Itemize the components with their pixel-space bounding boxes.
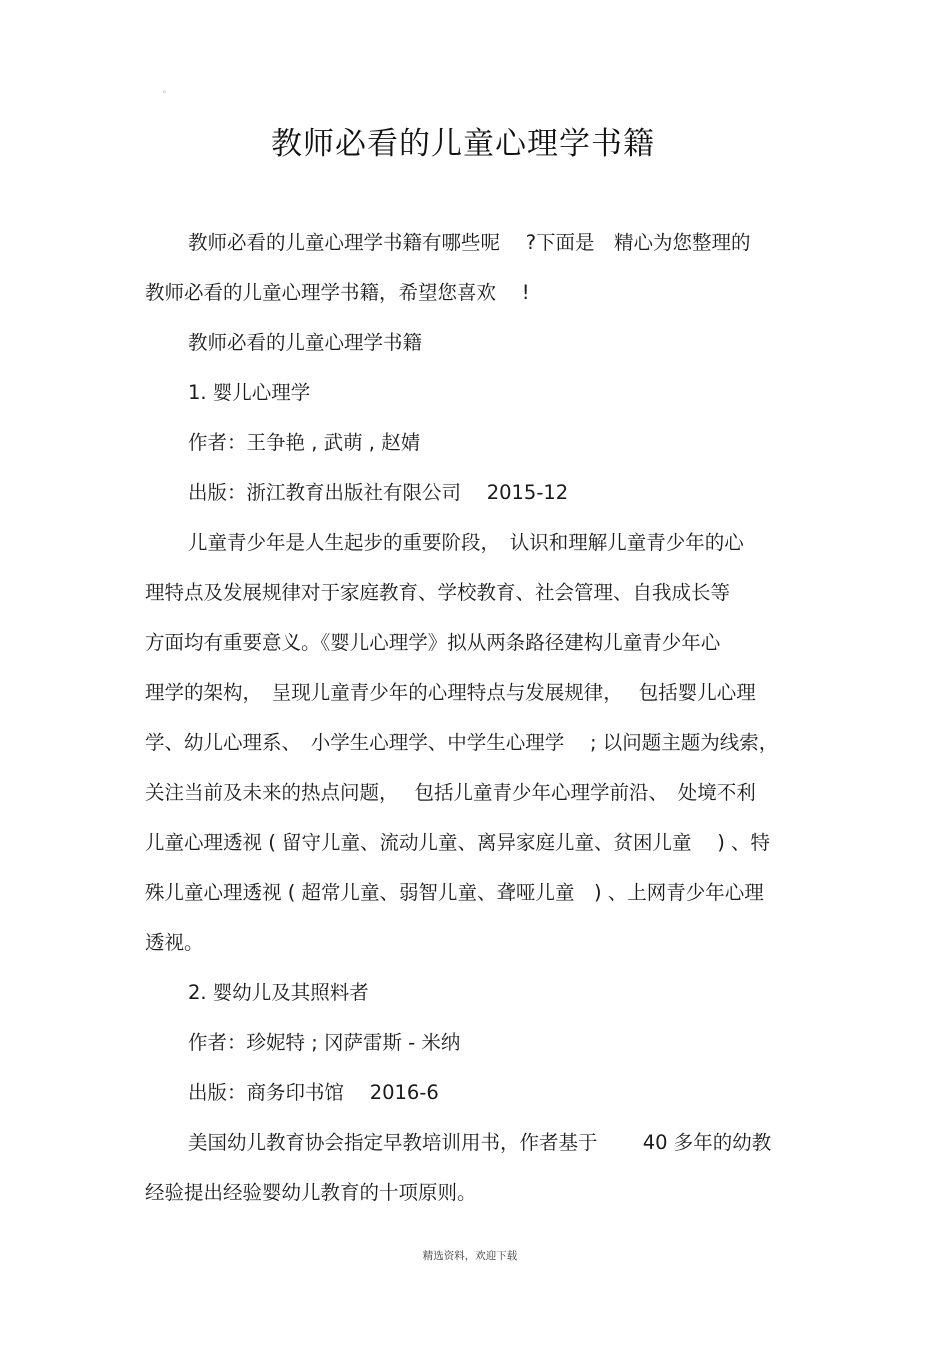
- book-publisher: 出版：浙江教育出版社有限公司 2015-12: [188, 481, 569, 504]
- text-line: 儿童青少年是人生起步的重要阶段， 认识和理解儿童青少年的心: [188, 531, 744, 554]
- text-line: 美国幼儿教育协会指定早教培训用书，作者基于 40 多年的幼教: [188, 1131, 772, 1154]
- text-line: 经验提出经验婴幼儿教育的十项原则。: [145, 1181, 477, 1204]
- text-line: 方面均有重要意义。《婴儿心理学》拟从两条路径建构儿童青少年心: [145, 631, 721, 654]
- text-line: 学、幼儿心理系、 小学生心理学、中学生心理学 ; 以问题主题为线索，: [145, 731, 779, 754]
- book-publisher: 出版：商务印书馆 2016-6: [188, 1081, 439, 1104]
- text-line: 理特点及发展规律对于家庭教育、学校教育、社会管理、自我成长等: [145, 581, 731, 604]
- section-heading: 教师必看的儿童心理学书籍: [188, 331, 423, 354]
- text-line: 儿童心理透视 ( 留守儿童、流动儿童、离异家庭儿童、贫困儿童 ) 、特: [145, 831, 771, 854]
- text-line: 透视。: [145, 931, 204, 954]
- text-line: 教师必看的儿童心理学书籍，希望您喜欢 !: [145, 281, 530, 304]
- article-body: [145, 218, 810, 1218]
- page-title: 教师必看的儿童心理学书籍: [271, 126, 655, 162]
- text-line: 殊儿童心理透视 ( 超常儿童、弱智儿童、聋哑儿童 ) 、上网青少年心理: [145, 881, 764, 904]
- page-footer: 精选资料，欢迎下载: [422, 1250, 518, 1262]
- book-author: 作者：珍妮特 ; 冈萨雷斯 - 米纳: [188, 1031, 461, 1054]
- book-author: 作者：王争艳 , 武萌 , 赵婧: [188, 431, 421, 454]
- book-title: 2. 婴幼儿及其照料者: [188, 981, 369, 1004]
- text-line: 教师必看的儿童心理学书籍有哪些呢 ?下面是 精心为您整理的: [188, 231, 751, 254]
- text-line: 理学的架构， 呈现儿童青少年的心理特点与发展规律， 包括婴儿心理: [145, 681, 756, 704]
- text-line: 关注当前及未来的热点问题， 包括儿童青少年心理学前沿、 处境不利: [145, 781, 756, 804]
- book-title: 1. 婴儿心理学: [188, 381, 311, 404]
- corner-mark: 。: [163, 85, 171, 94]
